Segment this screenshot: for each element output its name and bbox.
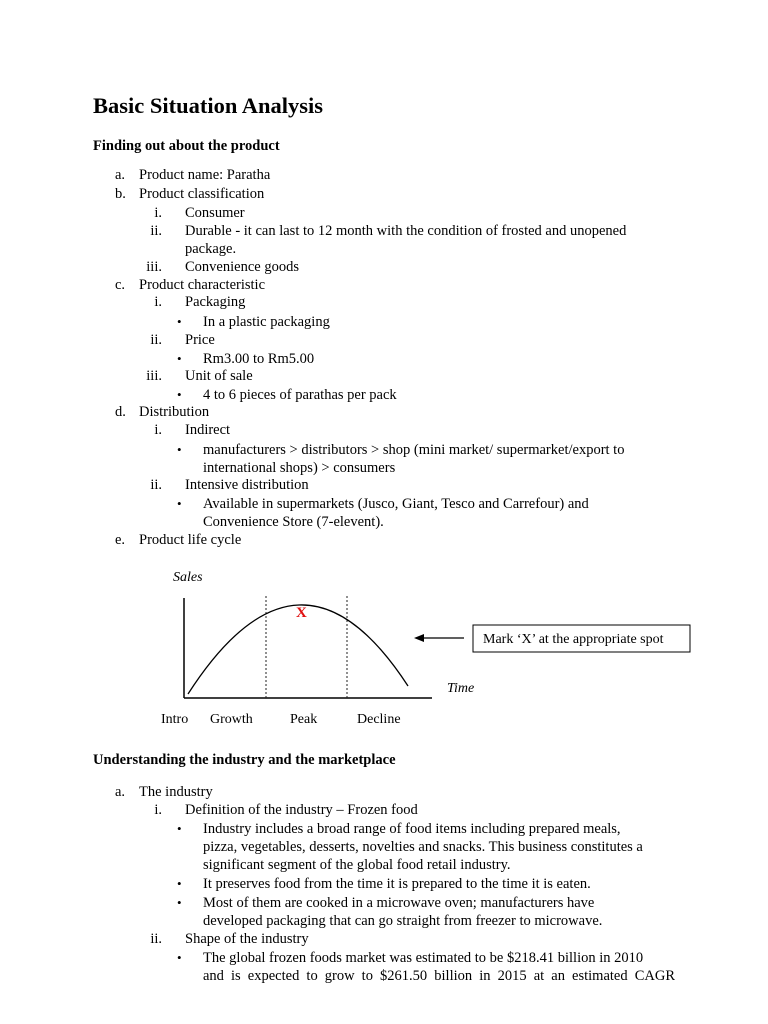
bullet-definition-1-end: significant segment of the global food retail industry.: [203, 857, 511, 873]
x-mark: X: [296, 605, 307, 621]
list-item-characteristic: Product characteristic: [139, 277, 266, 293]
stage-label-intro: Intro: [161, 712, 189, 727]
bullet-definition-1-cont: pizza, vegetables, desserts, novelties and snacks. This business constitutes a: [203, 839, 643, 855]
list-marker: i.: [154, 294, 162, 310]
list-item-consumer: Consumer: [185, 205, 245, 221]
bullet-dot: •: [177, 821, 182, 836]
list-item-unit-of-sale: Unit of sale: [185, 368, 253, 384]
list-marker: a.: [115, 784, 126, 800]
list-marker: c.: [115, 277, 126, 293]
list-marker: e.: [115, 532, 126, 548]
bullet-dot: •: [177, 387, 182, 402]
list-marker: d.: [115, 404, 126, 420]
bullet-dot: •: [177, 895, 182, 910]
list-marker: i.: [154, 802, 162, 818]
arrow-head-icon: [414, 634, 424, 642]
stage-label-decline: Decline: [357, 712, 401, 727]
list-marker: iii.: [146, 259, 162, 275]
stage-label-growth: Growth: [210, 712, 253, 727]
list-item-price: Price: [185, 332, 215, 348]
x-axis-label: Time: [447, 681, 475, 696]
list-marker: b.: [115, 186, 126, 202]
bullet-shape-1: The global frozen foods market was estimated to be $218.41 billion in 2010: [203, 950, 644, 966]
bullet-unit-of-sale: 4 to 6 pieces of parathas per pack: [203, 387, 397, 403]
list-item-packaging: Packaging: [185, 294, 246, 310]
bullet-definition-1: Industry includes a broad range of food items including prepared meals,: [203, 821, 621, 837]
list-item-classification: Product classification: [139, 186, 265, 202]
list-item-shape: Shape of the industry: [185, 931, 309, 947]
page-title: Basic Situation Analysis: [93, 93, 324, 118]
list-item-durable-cont: package.: [185, 241, 237, 257]
list-item-intensive: Intensive distribution: [185, 477, 309, 493]
list-marker: i.: [154, 205, 162, 221]
bullet-dot: •: [177, 876, 182, 891]
callout-text: Mark ‘X’ at the appropriate spot: [483, 632, 664, 647]
list-item-distribution: Distribution: [139, 404, 210, 420]
bullet-intensive-cont: Convenience Store (7-elevent).: [203, 514, 384, 530]
list-marker: iii.: [146, 368, 162, 384]
bullet-definition-3-cont: developed packaging that can go straight from freezer to microwave.: [203, 913, 603, 929]
list-marker: ii.: [150, 931, 162, 947]
bullet-dot: •: [177, 496, 182, 511]
bullet-indirect: manufacturers > distributors > shop (mini market/ supermarket/export to: [203, 442, 625, 458]
list-marker: a.: [115, 167, 126, 183]
list-item-lifecycle: Product life cycle: [139, 532, 242, 548]
bullet-intensive: Available in supermarkets (Jusco, Giant, Tesco and Carrefour) and: [203, 496, 589, 512]
list-marker: ii.: [150, 332, 162, 348]
bullet-packaging: In a plastic packaging: [203, 314, 330, 330]
bullet-shape-1-cont: and is expected to grow to $261.50 billion in 2015 at an estimated CAGR: [203, 968, 675, 984]
section-heading-product: Finding out about the product: [93, 138, 280, 154]
bullet-price: Rm3.00 to Rm5.00: [203, 351, 315, 367]
bullet-indirect-cont: international shops) > consumers: [203, 460, 396, 476]
list-item-product-name: Product name: Paratha: [139, 167, 271, 183]
list-item-the-industry: The industry: [139, 784, 213, 800]
bullet-dot: •: [177, 442, 182, 457]
bullet-dot: •: [177, 950, 182, 965]
section-heading-industry: Understanding the industry and the marketplace: [93, 752, 396, 768]
list-item-definition: Definition of the industry – Frozen food: [185, 802, 418, 818]
stage-label-peak: Peak: [290, 712, 318, 727]
list-marker: ii.: [150, 477, 162, 493]
list-item-convenience: Convenience goods: [185, 259, 299, 275]
list-item-indirect: Indirect: [185, 422, 231, 438]
bullet-definition-3: Most of them are cooked in a microwave oven; manufacturers have: [203, 895, 595, 911]
y-axis-label: Sales: [173, 570, 203, 585]
bullet-dot: •: [177, 351, 182, 366]
list-marker: i.: [154, 422, 162, 438]
bullet-definition-2: It preserves food from the time it is prepared to the time it is eaten.: [203, 876, 591, 892]
bullet-dot: •: [177, 314, 182, 329]
list-marker: ii.: [150, 223, 162, 239]
list-item-durable: Durable - it can last to 12 month with the condition of frosted and unopened: [185, 223, 627, 239]
